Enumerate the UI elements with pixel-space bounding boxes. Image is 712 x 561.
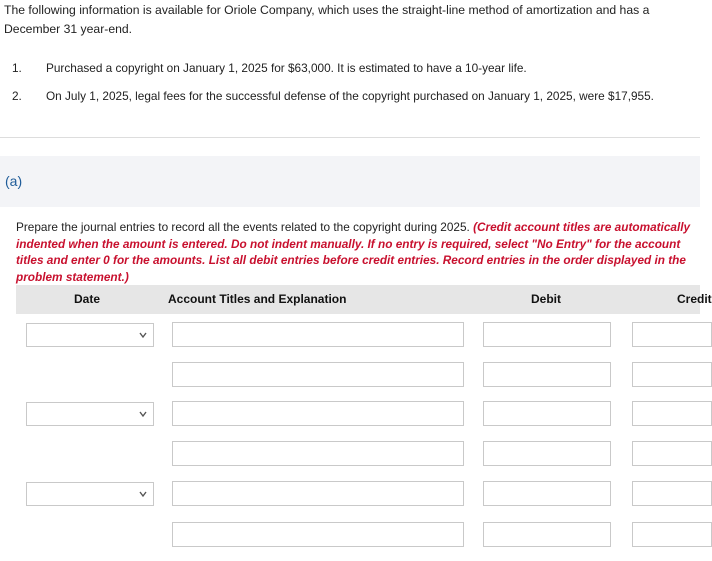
date-column-header: Date	[74, 292, 101, 306]
instructions-note: (Credit account titles are automatically indented when the amount is entered. Do not indent manually. If no entry is required, select "No Entry" for the account titles and enter 0 for the amounts. List all debit entries before credit entries. Record entries in the order displayed in the problem statement.)	[16, 220, 691, 284]
event-number: 2.	[12, 89, 22, 103]
date-select[interactable]	[26, 482, 154, 506]
part-header-band	[0, 156, 700, 207]
date-select[interactable]	[26, 402, 154, 426]
debit-input[interactable]	[483, 522, 611, 547]
account-title-input[interactable]	[172, 522, 464, 547]
event-text: Purchased a copyright on January 1, 2025 for $63,000. It is estimated to have a 10-year life.	[46, 61, 527, 75]
debit-input[interactable]	[483, 362, 611, 387]
account-column-header: Account Titles and Explanation	[168, 292, 347, 306]
account-title-input[interactable]	[172, 401, 464, 426]
account-title-input[interactable]	[172, 362, 464, 387]
debit-input[interactable]	[483, 401, 611, 426]
credit-input[interactable]	[632, 522, 712, 547]
section-divider	[0, 137, 700, 138]
part-label: (a)	[5, 173, 23, 189]
account-title-input[interactable]	[172, 322, 464, 347]
debit-input[interactable]	[483, 322, 611, 347]
credit-input[interactable]	[632, 481, 712, 506]
event-text: On July 1, 2025, legal fees for the successful defense of the copyright purchased on January 1, 2025, were $17,955.	[46, 89, 654, 103]
credit-input[interactable]	[632, 401, 712, 426]
credit-column-header: Credit	[677, 292, 712, 306]
credit-input[interactable]	[632, 362, 712, 387]
event-number: 1.	[12, 61, 22, 75]
credit-input[interactable]	[632, 441, 712, 466]
instructions	[16, 219, 706, 285]
problem-intro: The following information is available for Oriole Company, which uses the straight-line method of amortization and has a December 31 year-end.	[4, 3, 650, 36]
chevron-down-icon	[138, 407, 148, 421]
chevron-down-icon	[138, 328, 148, 342]
instructions-lead: Prepare the journal entries to record all the events related to the copyright during 2025.	[16, 220, 474, 234]
credit-input[interactable]	[632, 322, 712, 347]
account-title-input[interactable]	[172, 441, 464, 466]
account-title-input[interactable]	[172, 481, 464, 506]
journal-table-header	[16, 285, 712, 314]
chevron-down-icon	[138, 487, 148, 501]
debit-input[interactable]	[483, 481, 611, 506]
date-select[interactable]	[26, 323, 154, 347]
debit-input[interactable]	[483, 441, 611, 466]
debit-column-header: Debit	[531, 292, 561, 306]
